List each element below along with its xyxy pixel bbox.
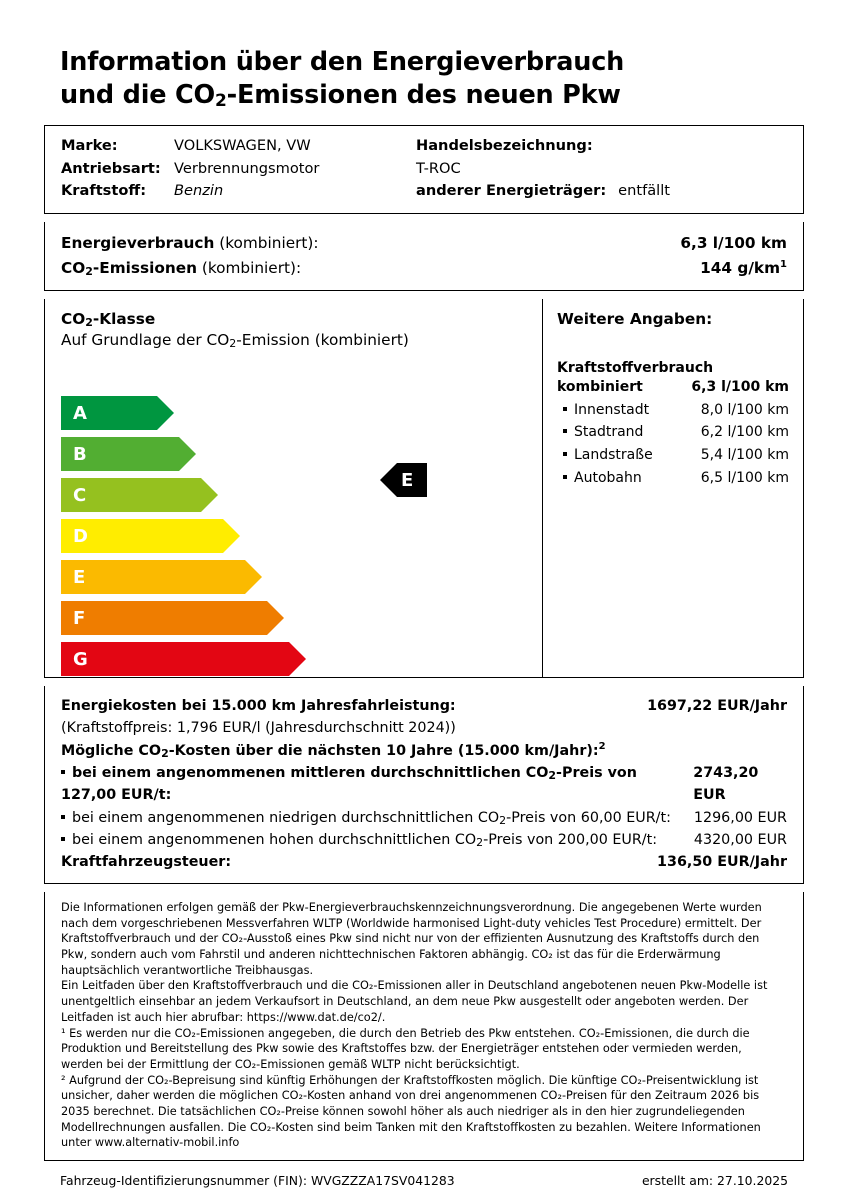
co2-class-heading: $CO_2$-Klasse: [61, 310, 156, 330]
bullet-icon: [61, 770, 65, 774]
fuel-row-label: Autobahn: [557, 467, 642, 490]
co2-preis-niedrig-label: bei einem angenommenen niedrigen durchschnittlichen $CO_2$-Preis von 60,00 EUR/t:: [61, 807, 671, 829]
energieverbrauch-value: 6,3 l/100 km: [680, 234, 787, 253]
bar-arrow-icon: [223, 519, 240, 553]
bar-arrow-icon: [201, 478, 218, 512]
kraftstoffpreis-note-row: [61, 717, 787, 739]
fuel-row-autobahn: [557, 467, 789, 490]
bar-label-b: B: [61, 437, 179, 471]
kraftstoffpreis-note: (Kraftstoffpreis: 1,796 EUR/l (Jahresdurchschnitt 2024)): [61, 720, 456, 737]
kraftstoff-row: [61, 180, 416, 203]
co2-class-subheading: Auf Grundlage der $CO_2$-Emission (kombiniert): [61, 331, 409, 351]
bullet-icon: [563, 452, 567, 456]
further-info-title: Weitere Angaben:: [557, 310, 713, 329]
co2-class-scale-panel: [45, 299, 542, 677]
bar-label-c: C: [61, 478, 201, 512]
co2-class-marker: [380, 463, 427, 497]
co2-class-bar-a: [61, 396, 306, 430]
co2-preis-mittel-row: [61, 762, 787, 806]
co2-emissionen-row: $CO_2$-Emissionen (kombiniert): 144 $g/km^1$: [61, 258, 787, 278]
co2-emissionen-value: 144 g/km: [700, 258, 781, 277]
energieverbrauch-row: [61, 231, 787, 255]
handelsbezeichnung-label-row: [416, 135, 787, 158]
bar-label-e: E: [61, 560, 245, 594]
marker-label: E: [397, 463, 427, 497]
legal-footnote-2: ² Aufgrund der CO₂-Bepreisung sind künftig Erhöhungen der Kraftstoffkosten möglich. Die künftige CO₂-Preisentwicklung ist unsicher, daher werden die möglichen CO₂-Kosten anhand von drei angenommenen CO₂-Preisen für den Zeitraum 2026 bis 2035 berechnet. Die tatsächlichen CO₂-Preise können sowohl höher als auch niedriger als in den hier zugrundeliegenden Modellrechnungen ausfallen. Die CO₂-Kosten sind beim Tanken mit den Kraftstoffkosten zu bezahlen. Weitere Informationen unter www.alternativ-mobil.info: [61, 1073, 761, 1150]
fuel-consumption-rows: [557, 376, 789, 489]
bar-label-f: F: [61, 601, 267, 635]
further-info-panel: [542, 299, 803, 677]
bar-arrow-icon: [245, 560, 262, 594]
fuel-row-value: 8,0 l/100 km: [700, 401, 789, 418]
co2-preis-mittel-value: 2743,20 EUR: [693, 765, 759, 804]
identity-right-column: [416, 135, 787, 203]
legal-notes-block: [44, 892, 804, 1161]
co2-class-bar-c: [61, 478, 306, 512]
page-title: [60, 46, 804, 111]
consumption-block: [44, 222, 804, 291]
co2-class-bar-f: [61, 601, 306, 635]
legal-footnote-1: ¹ Es werden nur die CO₂-Emissionen angegeben, die durch den Betrieb des Pkw entstehen. CO₂-Emissionen, die durch die Produktion und Bereitstellung des Pkw sowie des Kraftstoffes bzw. der Energieträger entstehen oder vermieden werden, werden bei der Ermittlung der CO₂-Emissionen gemäß WLTP nicht berücksichtigt.: [61, 1026, 750, 1071]
bullet-icon: [61, 815, 65, 819]
bar-arrow-icon: [267, 601, 284, 635]
kraftstoff-value: Benzin: [174, 182, 224, 200]
fuel-row-label: kombiniert: [557, 379, 643, 396]
bar-label-d: D: [61, 519, 223, 553]
title-line-1: Information über den Energieverbrauch: [60, 47, 625, 77]
energiekosten-value: 1697,22 EUR/Jahr: [647, 698, 787, 715]
fuel-row-label: Stadtrand: [557, 421, 643, 444]
energieverbrauch-label-suffix: (kombiniert):: [214, 234, 319, 253]
bar-arrow-icon: [289, 642, 306, 676]
co2-emissionen-label: CO: [61, 258, 86, 277]
co2-preis-mittel-label: bei einem angenommenen mittleren durchschnittlichen $CO_2$-Preis von 127,00 EUR/t:: [61, 765, 637, 804]
fuel-row-landstraße: [557, 444, 789, 467]
bar-label-g: G: [61, 642, 289, 676]
handelsbezeichnung-value: T-ROC: [416, 159, 461, 177]
energiekosten-label: Energiekosten bei 15.000 km Jahresfahrleistung:: [61, 698, 456, 715]
co2-class-bar-b: [61, 437, 306, 471]
co2-preis-hoch-value: 4320,00 EUR: [693, 831, 787, 848]
antriebsart-value: Verbrennungsmotor: [174, 159, 320, 177]
co2-kosten-heading-row: [61, 739, 787, 762]
title-line-2: und die $CO_2$-Emissionen des neuen Pkw: [60, 79, 621, 111]
energiekosten-row: [61, 695, 787, 717]
handelsbezeichnung-value-row: [416, 158, 787, 181]
energieverbrauch-label: Energieverbrauch: [61, 234, 215, 253]
fuel-row-label: Innenstadt: [557, 399, 649, 422]
co2-kosten-heading: Mögliche $CO_2$-Kosten über die nächsten 10 Jahre (15.000 km/Jahr):$^2$: [61, 741, 606, 761]
anderer-energietraeger-label: anderer Energieträger:: [416, 182, 607, 200]
legal-paragraph-2: Ein Leitfaden über den Kraftstoffverbrauch und die CO₂-Emissionen aller in Deutschland angebotenen neuen Pkw-Modelle ist unentgeltlich einsehbar an jedem Verkaufsort in Deutschland, an dem neue Pkw ausgestellt oder angeboten werden. Der Leitfaden ist auch hier abrufbar: https://www.dat.de/co2/.: [61, 979, 768, 1024]
vehicle-identity-block: [44, 125, 804, 214]
fuel-row-label: Landstraße: [557, 444, 653, 467]
bullet-icon: [563, 407, 567, 411]
fuel-row-innenstadt: [557, 399, 789, 422]
fuel-consumption-section-title: Kraftstoffverbrauch: [557, 360, 714, 377]
fuel-row-value: 6,5 l/100 km: [700, 469, 789, 486]
fuel-row-value: 5,4 l/100 km: [700, 447, 789, 464]
legal-paragraph-1: Die Informationen erfolgen gemäß der Pkw-Energieverbrauchskennzeichnungsverordnung. Die angegebenen Werte wurden nach dem vorgeschriebenen Messverfahren WLTP (Worldwide harmonised Light-duty vehicles Test Procedure) ermittelt. Der Kraftstoffverbrauch und der CO₂-Ausstoß eines Pkw sind nicht nur von der effizienten Ausnutzung des Kraftstoffs durch den Pkw, sondern auch vom Fahrstil und anderen nichttechnischen Faktoren abhängig. CO₂ ist das für die Erderwärmung hauptsächlich verantwortliche Treibhausgas.: [61, 901, 762, 977]
co2-class-bar-d: [61, 519, 306, 553]
bullet-icon: [61, 837, 65, 841]
co2-preis-hoch-label: bei einem angenommenen hohen durchschnittlichen $CO_2$-Preis von 200,00 EUR/t:: [61, 829, 657, 851]
vin-text: Fahrzeug-Identifizierungsnummer (FIN): WVGZZZA17SV041283: [60, 1173, 455, 1189]
kraftfahrzeugsteuer-label: Kraftfahrzeugsteuer:: [61, 853, 232, 870]
costs-block: [44, 686, 804, 884]
created-date: erstellt am: 27.10.2025: [641, 1173, 788, 1189]
co2-class-block: [44, 299, 804, 678]
bullet-icon: [563, 475, 567, 479]
fuel-row-value: 6,2 l/100 km: [700, 424, 789, 441]
anderer-energietraeger-value: entfällt: [618, 182, 671, 200]
kraftfahrzeugsteuer-row: [61, 851, 787, 873]
bar-arrow-icon: [179, 437, 196, 471]
co2-class-bar-e: [61, 560, 306, 594]
fuel-row-kombiniert: [557, 376, 789, 399]
antriebsart-label: Antriebsart:: [61, 159, 161, 177]
co2-preis-niedrig-row: [61, 807, 787, 829]
marker-arrow-icon: [380, 463, 397, 497]
fuel-row-stadtrand: [557, 421, 789, 444]
co2-preis-hoch-row: [61, 829, 787, 851]
marke-row: [61, 135, 416, 158]
kraftstoff-label: Kraftstoff:: [61, 182, 147, 200]
bar-arrow-icon: [157, 396, 174, 430]
marke-label: Marke:: [61, 137, 118, 155]
bar-label-a: A: [61, 396, 157, 430]
co2-class-bar-g: [61, 642, 306, 676]
fuel-row-value: 6,3 l/100 km: [691, 379, 789, 396]
document-footer: [44, 1161, 804, 1188]
antriebsart-row: [61, 158, 416, 181]
marke-value: VOLKSWAGEN, VW: [174, 137, 311, 155]
co2-class-bars: [61, 396, 306, 683]
anderer-energietraeger-row: [416, 180, 787, 203]
kraftfahrzeugsteuer-value: 136,50 EUR/Jahr: [657, 853, 787, 870]
handelsbezeichnung-label: Handelsbezeichnung:: [416, 137, 593, 155]
bullet-icon: [563, 429, 567, 433]
co2-preis-niedrig-value: 1296,00 EUR: [693, 809, 787, 826]
identity-left-column: [61, 135, 416, 203]
